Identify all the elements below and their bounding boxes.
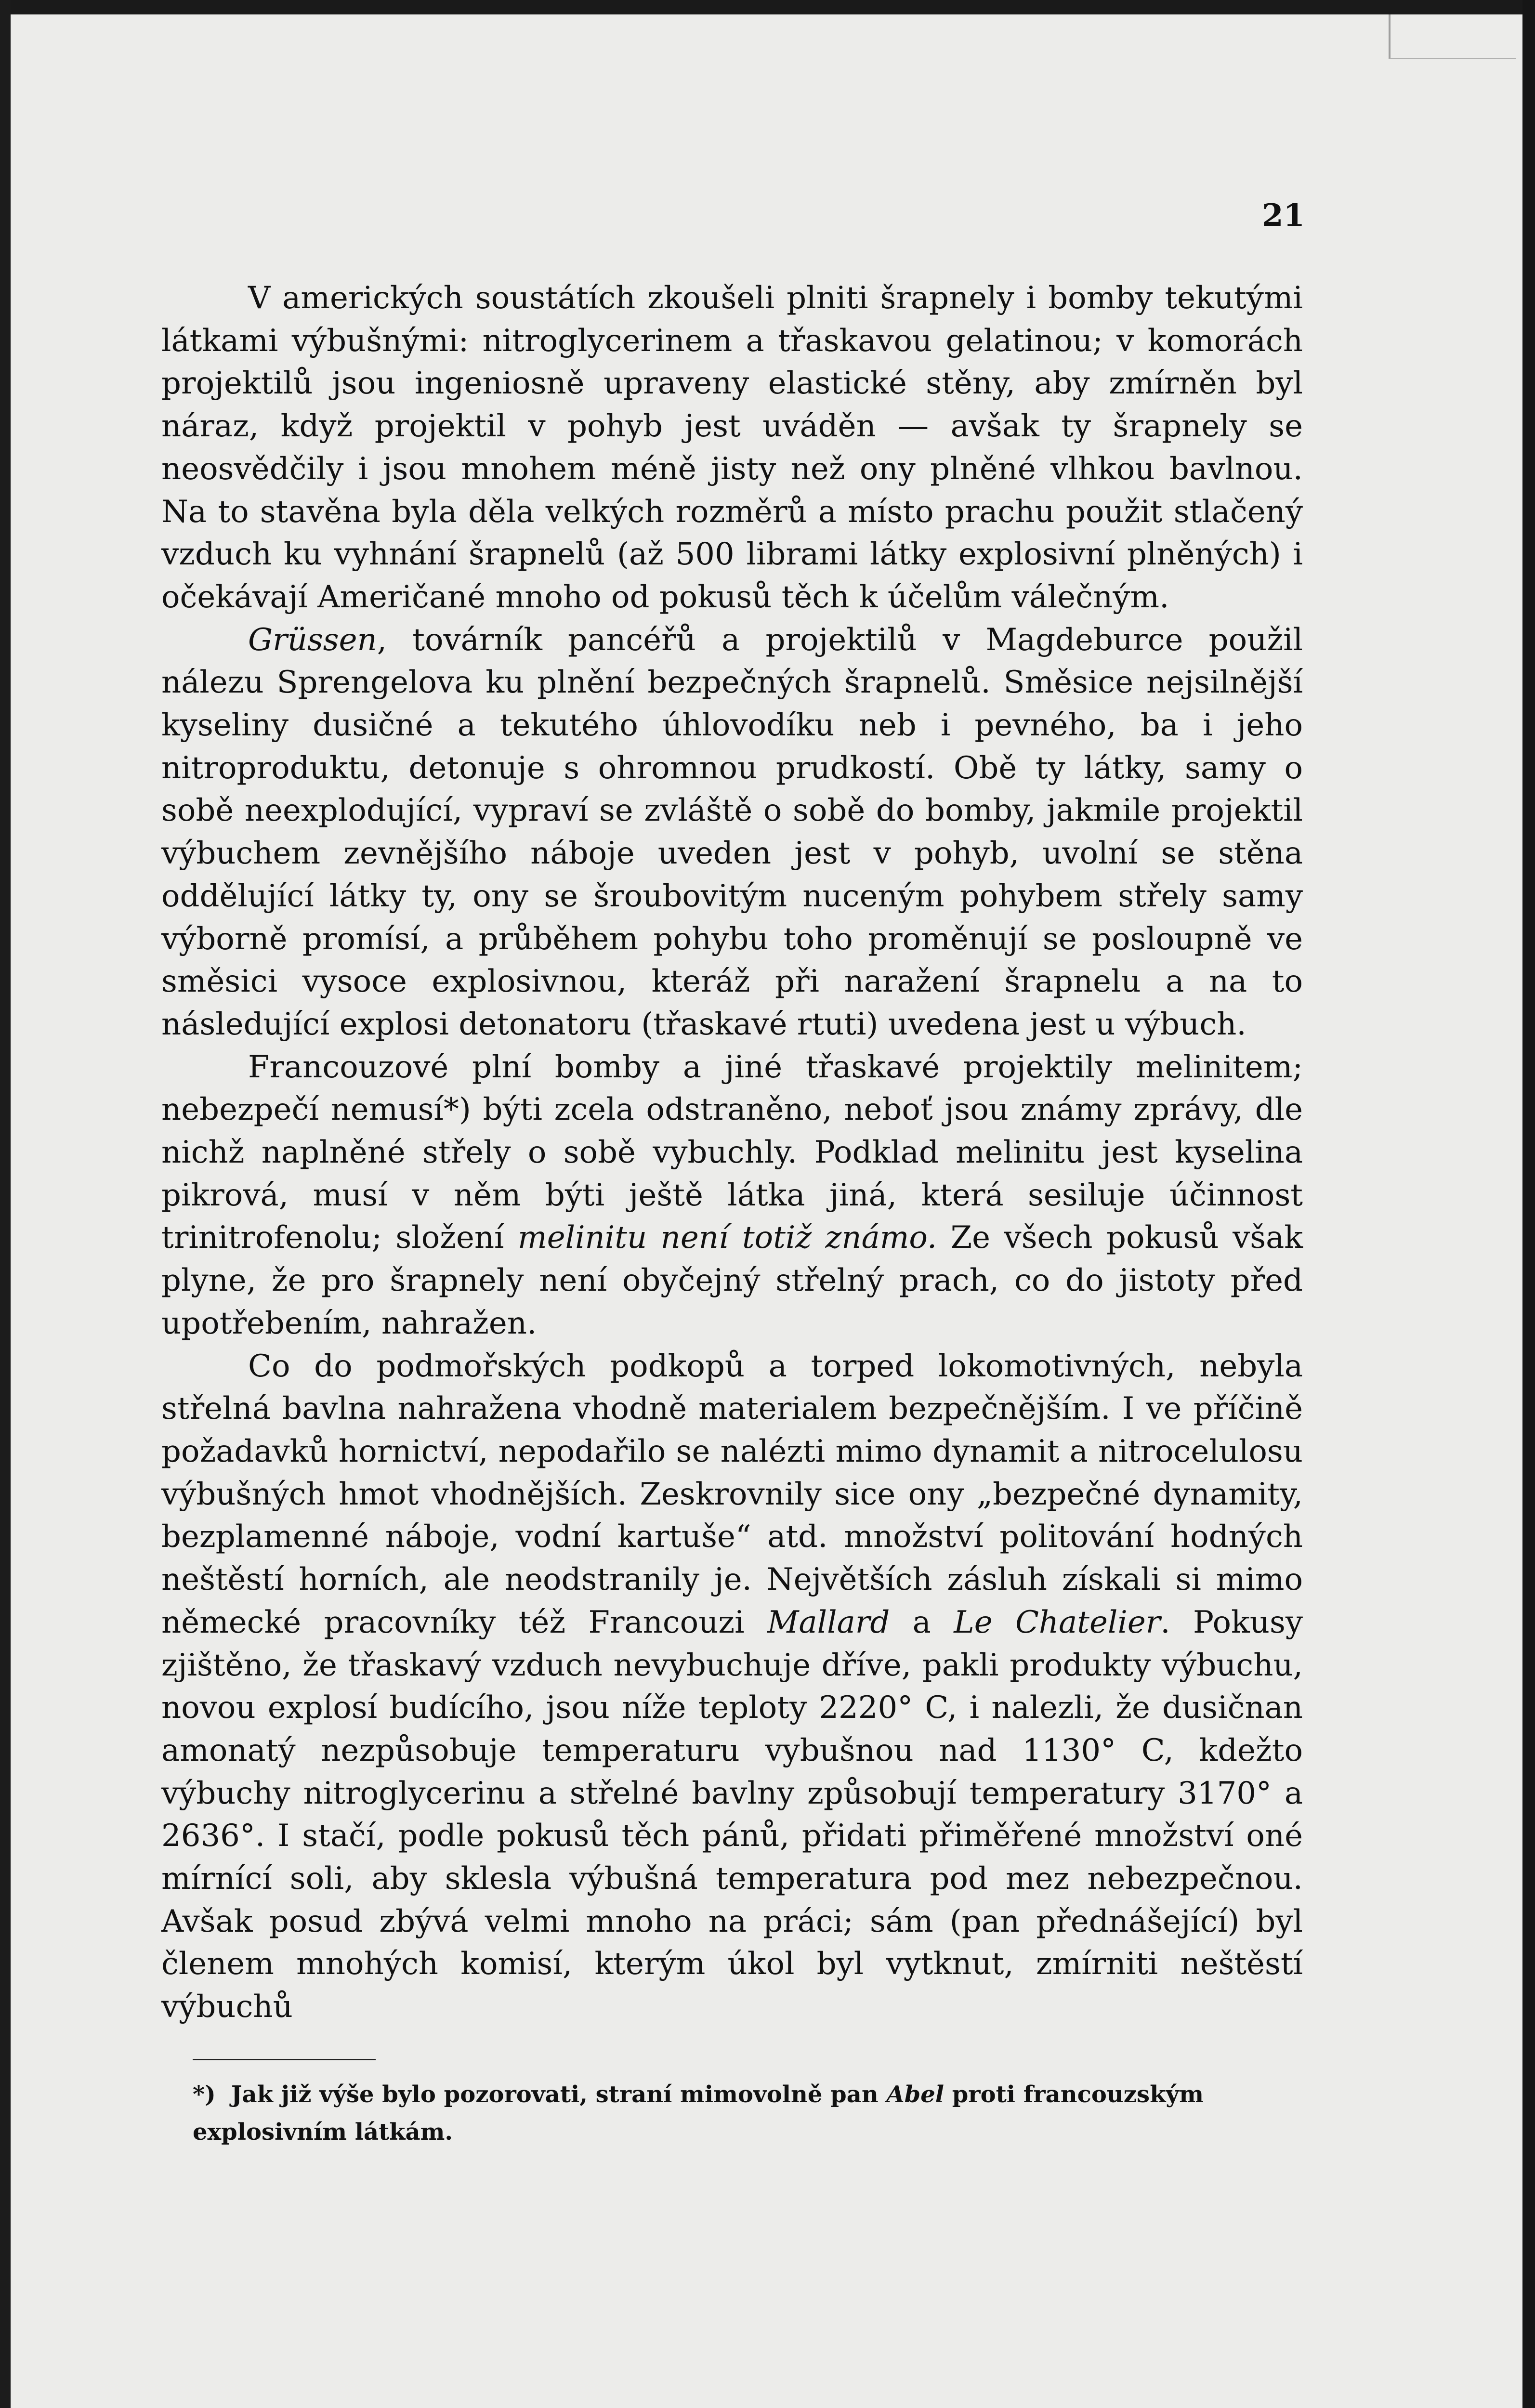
footnote — [193, 2076, 1303, 2151]
text-run: Ze všech pokusů však plyne, že pro šrapnely není obyčejný střelný prach, co do jistoty před upotřebením, nahražen. — [161, 1220, 1303, 1341]
text-run: a — [890, 1604, 954, 1640]
italic-text: Le Chatelier — [954, 1604, 1161, 1640]
text-run: Francouzové plní bomby a jiné třaskavé projektily melinitem; nebezpečí nemusí*) býti zcela odstraněno, neboť jsou známy zprávy, dle nichž naplněné střely o sobě vybuchly. Podklad melinitu jest kyselina pikrová, musí v něm býti ještě látka jiná, která sesiluje účinnost trinitrofenolu; složení — [161, 1049, 1303, 1256]
text-run: , továrník pancéřů a projektilů v Magdeburce použil nálezu Sprengelova ku plnění bezpečných šrapnelů. Směsice nejsilnější kyseliny dusičné a tekutého úhlovodíku neb i pevného, ba i jeho nitroproduktu, detonuje s ohromnou prudkostí. Obě ty látky, samy o sobě neexplodující, vypraví se zvláště o sobě do bomby, jakmile projektil výbuchem zevnějšího náboje uveden jest v pohyb, uvolní se stěna oddělující látky ty, ony se šroubovitým nuceným pohybem střely samy výborně promísí, a průběhem pohybu toho proměnují se posloupně ve směsici vysoce explosivnou, kteráž při naražení šrapnelu a na to následující explosi detonatoru (třaskavé rtuti) uvedena jest u výbuch. — [161, 622, 1303, 1042]
footnote-text — [193, 2081, 1204, 2146]
text-run: V amerických soustátích zkoušeli plniti šrapnely i bomby tekutými látkami výbušnými: nitroglycerinem a třaskavou gelatinou; v komorách projektilů jsou ingeniosně upraveny elastické stěny, aby zmírněn byl náraz, když projektil v pohyb jest uváděn — avšak ty šrapnely se neosvědčily i jsou mnohem méně jisty než ony plněné vlhkou bavlnou. Na to stavěna byla děla velkých rozměrů a místo prachu použit stlačený vzduch ku vyhnání šrapnelů (až 500 librami látky explosivní plněných) i očekávají Američané mnoho od pokusů těch k účelům válečným. — [161, 280, 1303, 615]
scan-border-top — [0, 0, 1535, 14]
scan-corner-mark — [1389, 14, 1516, 59]
paragraph — [161, 619, 1303, 1046]
text-run: proti francouzským explosivním látkám. — [193, 2081, 1204, 2146]
italic-text: Grüssen — [248, 622, 377, 658]
italic-text: Abel — [886, 2081, 945, 2108]
paragraph — [161, 277, 1303, 619]
italic-text: Mallard — [767, 1604, 890, 1640]
italic-text: melinitu není totiž známo. — [518, 1220, 937, 1256]
text-run: Jak již výše bylo pozorovati, straní mimovolně pan — [231, 2081, 887, 2108]
footnote-divider — [193, 2059, 376, 2060]
paragraph — [161, 1046, 1303, 1345]
text-run: Co do podmořských podkopů a torped lokomotivných, nebyla střelná bavlna nahražena vhodně materialem bezpečnějším. I ve příčině požadavků hornictví, nepodařilo se nalézti mimo dynamit a nitrocelulosu výbušných hmot vhodnějších. Zeskrovnily sice ony „bezpečné dynamity, bezplamenné náboje, vodní kartuše“ atd. množství politování hodných neštěstí horních, ale neodstranily je. Největších zásluh získali si mimo německé pracovníky též Francouzi — [161, 1348, 1303, 1640]
scan-border-right — [1522, 0, 1535, 2408]
text-run: . Pokusy zjištěno, že třaskavý vzduch nevybuchuje dříve, pakli produkty výbuchu, novou explosí budícího, jsou níže teploty 2220° C, i nalezli, že dusičnan amonatý nezpůsobuje temperaturu vybušnou nad 1130° C, kdežto výbuchy nitroglycerinu a střelné bavlny způsobují temperatury 3170° a 2636°. I stačí, podle pokusů těch pánů, přidati přiměřené množství oné mírnící soli, aby sklesla výbušná temperatura pod mez nebezpečnou. Avšak posud zbývá velmi mnoho na práci; sám (pan přednášející) byl členem mnohých komisí, kterým úkol byl vytknut, zmírniti neštěstí výbuchů — [161, 1604, 1303, 2025]
scan-border-left — [0, 0, 11, 2408]
body-text — [161, 277, 1303, 2028]
footnote-marker: *) — [193, 2081, 216, 2108]
page-number: 21 — [1262, 197, 1305, 234]
paragraph — [161, 1345, 1303, 2028]
